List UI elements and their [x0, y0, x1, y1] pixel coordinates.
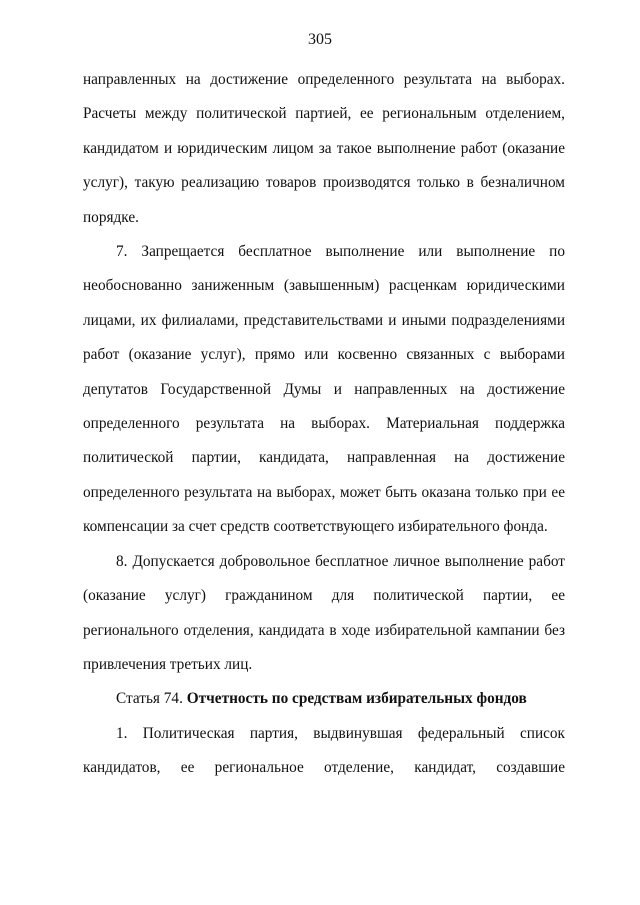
paragraph-item-7: 7. Запрещается бесплатное выполнение или выполнение по необоснованно заниженным (завышенным) расценкам юридическими лицами, их филиалами, представительствами и иными подразделениями работ (оказание услуг), прямо или косвенно связанных с выборами депутатов Государственной Думы и направленных на достижение определенного результата на выборах. Материальная поддержка политической партии, кандидата, направленная на достижение определенного результата на выборах, может быть оказана только при ее компенсации за счет средств соответствующего избирательного фонда.: [83, 243, 565, 536]
paragraph-item-1: 1. Политическая партия, выдвинувшая федеральный список кандидатов, ее региональное отделение, кандидат, создавшие: [83, 724, 565, 777]
document-body: [83, 63, 565, 786]
paragraph-item-8: 8. Допускается добровольное бесплатное личное выполнение работ (оказание услуг) гражданином для политической партии, ее регионального отделения, кандидата в ходе избирательной кампании без привлечения третьих лиц.: [83, 552, 565, 673]
paragraph-continuation: направленных на достижение определенного результата на выборах. Расчеты между политической партией, ее региональным отделением, кандидатом и юридическим лицом за такое выполнение работ (оказание услуг), такую реализацию товаров производятся только в безналичном порядке.: [83, 71, 565, 226]
article-title: Отчетность по средствам избирательных фондов: [186, 690, 527, 708]
page-number: 305: [308, 31, 332, 48]
article-heading: [83, 682, 565, 716]
article-number: Статья 74.: [116, 690, 187, 708]
